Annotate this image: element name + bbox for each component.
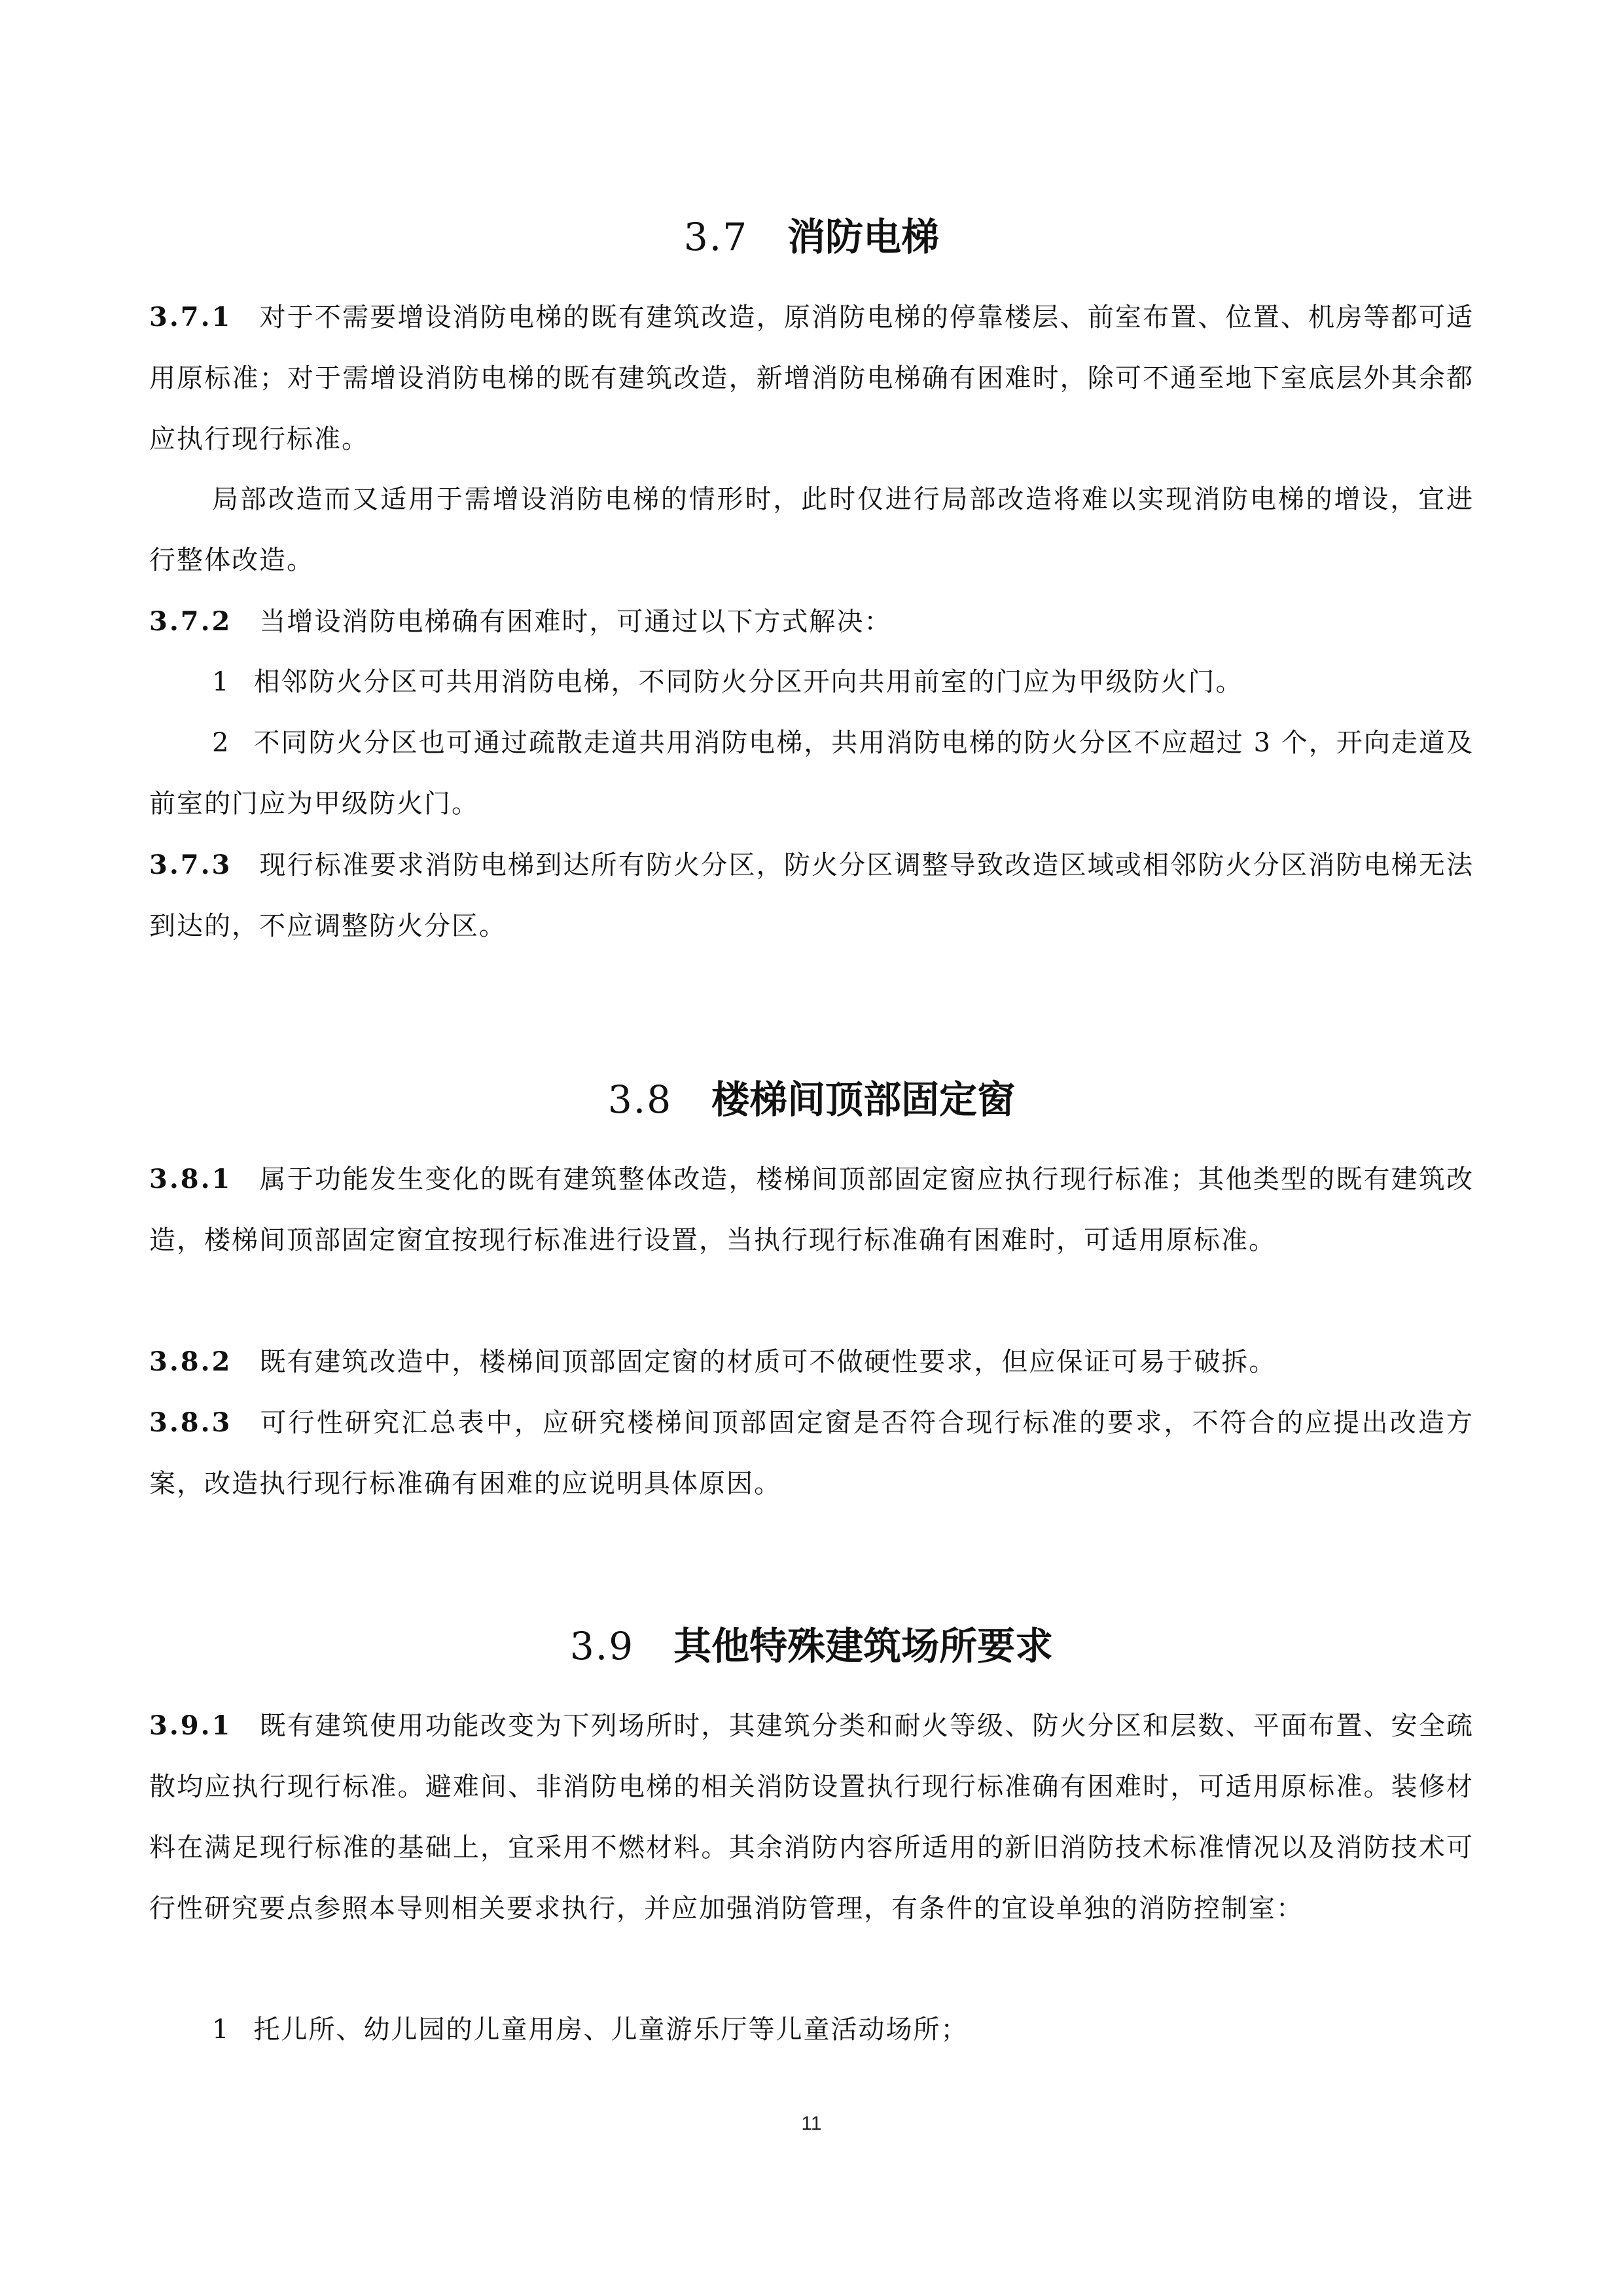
clause-number: 3.7.3 (149, 850, 232, 880)
section-heading-3-8 (0, 1073, 1623, 1126)
clause-text: 属于功能发生变化的既有建筑整体改造，楼梯间顶部固定窗应执行现行标准；其他类型的既有建筑改造，楼梯间顶部固定窗宜按现行标准进行设置，当执行现行标准确有困难时，可适用原标准。 (149, 1164, 1474, 1255)
paragraph-continuation (149, 469, 1474, 591)
list-item-number: 1 (212, 667, 230, 697)
clause-number: 3.8.3 (149, 1407, 232, 1438)
list-item-text: 相邻防火分区可共用消防电梯，不同防火分区开向共用前室的门应为甲级防火门。 (253, 667, 1243, 697)
section-title: 其他特殊建筑场所要求 (673, 1624, 1054, 1668)
clause-number: 3.9.1 (149, 1710, 232, 1741)
clause-3-9-1 (149, 1695, 1474, 1939)
clause-3-7-3 (149, 834, 1474, 957)
clause-number: 3.8.1 (149, 1164, 232, 1194)
clause-text: 对于不需要增设消防电梯的既有建筑改造，原消防电梯的停靠楼层、前室布置、位置、机房等都可适用原标准；对于需增设消防电梯的既有建筑改造，新增消防电梯确有困难时，除可不通至地下室底层外其余都应执行现行标准。 (149, 302, 1474, 454)
clause-3-7-2 (149, 591, 1474, 653)
clause-number: 3.8.2 (149, 1346, 232, 1377)
section-heading-3-9 (0, 1620, 1623, 1672)
list-item-number: 2 (212, 728, 230, 758)
section-number: 3.7 (683, 215, 749, 259)
list-item-2 (149, 713, 1474, 834)
list-item-text: 托儿所、幼儿园的儿童用房、儿童游乐厅等儿童活动场所； (253, 2015, 969, 2045)
list-item-1 (149, 2000, 1474, 2060)
clause-3-8-2 (149, 1331, 1474, 1393)
clause-text: 既有建筑改造中，楼梯间顶部固定窗的材质可不做硬性要求，但应保证可易于破拆。 (259, 1347, 1277, 1377)
clause-number: 3.7.1 (149, 302, 232, 332)
clause-3-8-1 (149, 1149, 1474, 1271)
section-title: 楼梯间顶部固定窗 (711, 1077, 1016, 1122)
clause-text: 既有建筑使用功能改变为下列场所时，其建筑分类和耐火等级、防火分区和层数、平面布置、安全疏散均应执行现行标准。避难间、非消防电梯的相关消防设置执行现行标准确有困难时，可适用原标准。装修材料在满足现行标准的基础上，宜采用不燃材料。其余消防内容所适用的新旧消防技术标准情况以及消防技术可行性研究要点参照本导则相关要求执行，并应加强消防管理，有条件的宜设单独的消防控制室： (149, 1711, 1474, 1924)
list-item-number: 1 (212, 2015, 230, 2045)
clause-text: 可行性研究汇总表中，应研究楼梯间顶部固定窗是否符合现行标准的要求，不符合的应提出改造方案，改造执行现行标准确有困难的应说明具体原因。 (149, 1408, 1474, 1499)
section-title: 消防电梯 (787, 215, 940, 259)
clause-number: 3.7.2 (149, 606, 232, 637)
list-item-text: 不同防火分区也可通过疏散走道共用消防电梯，共用消防电梯的防火分区不应超过 3 个，开向走道及前室的门应为甲级防火门。 (149, 728, 1474, 819)
clause-text: 现行标准要求消防电梯到达所有防火分区，防火分区调整导致改造区域或相邻防火分区消防电梯无法到达的，不应调整防火分区。 (149, 850, 1474, 941)
section-number: 3.9 (569, 1624, 635, 1668)
page-number: 11 (801, 2113, 822, 2134)
list-item-1 (149, 652, 1474, 713)
clause-3-7-1 (149, 287, 1474, 470)
section-heading-3-7 (0, 211, 1623, 263)
section-number: 3.8 (607, 1077, 673, 1122)
clause-3-8-3 (149, 1392, 1474, 1515)
clause-text: 当增设消防电梯确有困难时，可通过以下方式解决： (259, 607, 892, 637)
paragraph-text: 局部改造而又适用于需增设消防电梯的情形时，此时仅进行局部改造将难以实现消防电梯的增设，宜进行整体改造。 (149, 484, 1474, 575)
